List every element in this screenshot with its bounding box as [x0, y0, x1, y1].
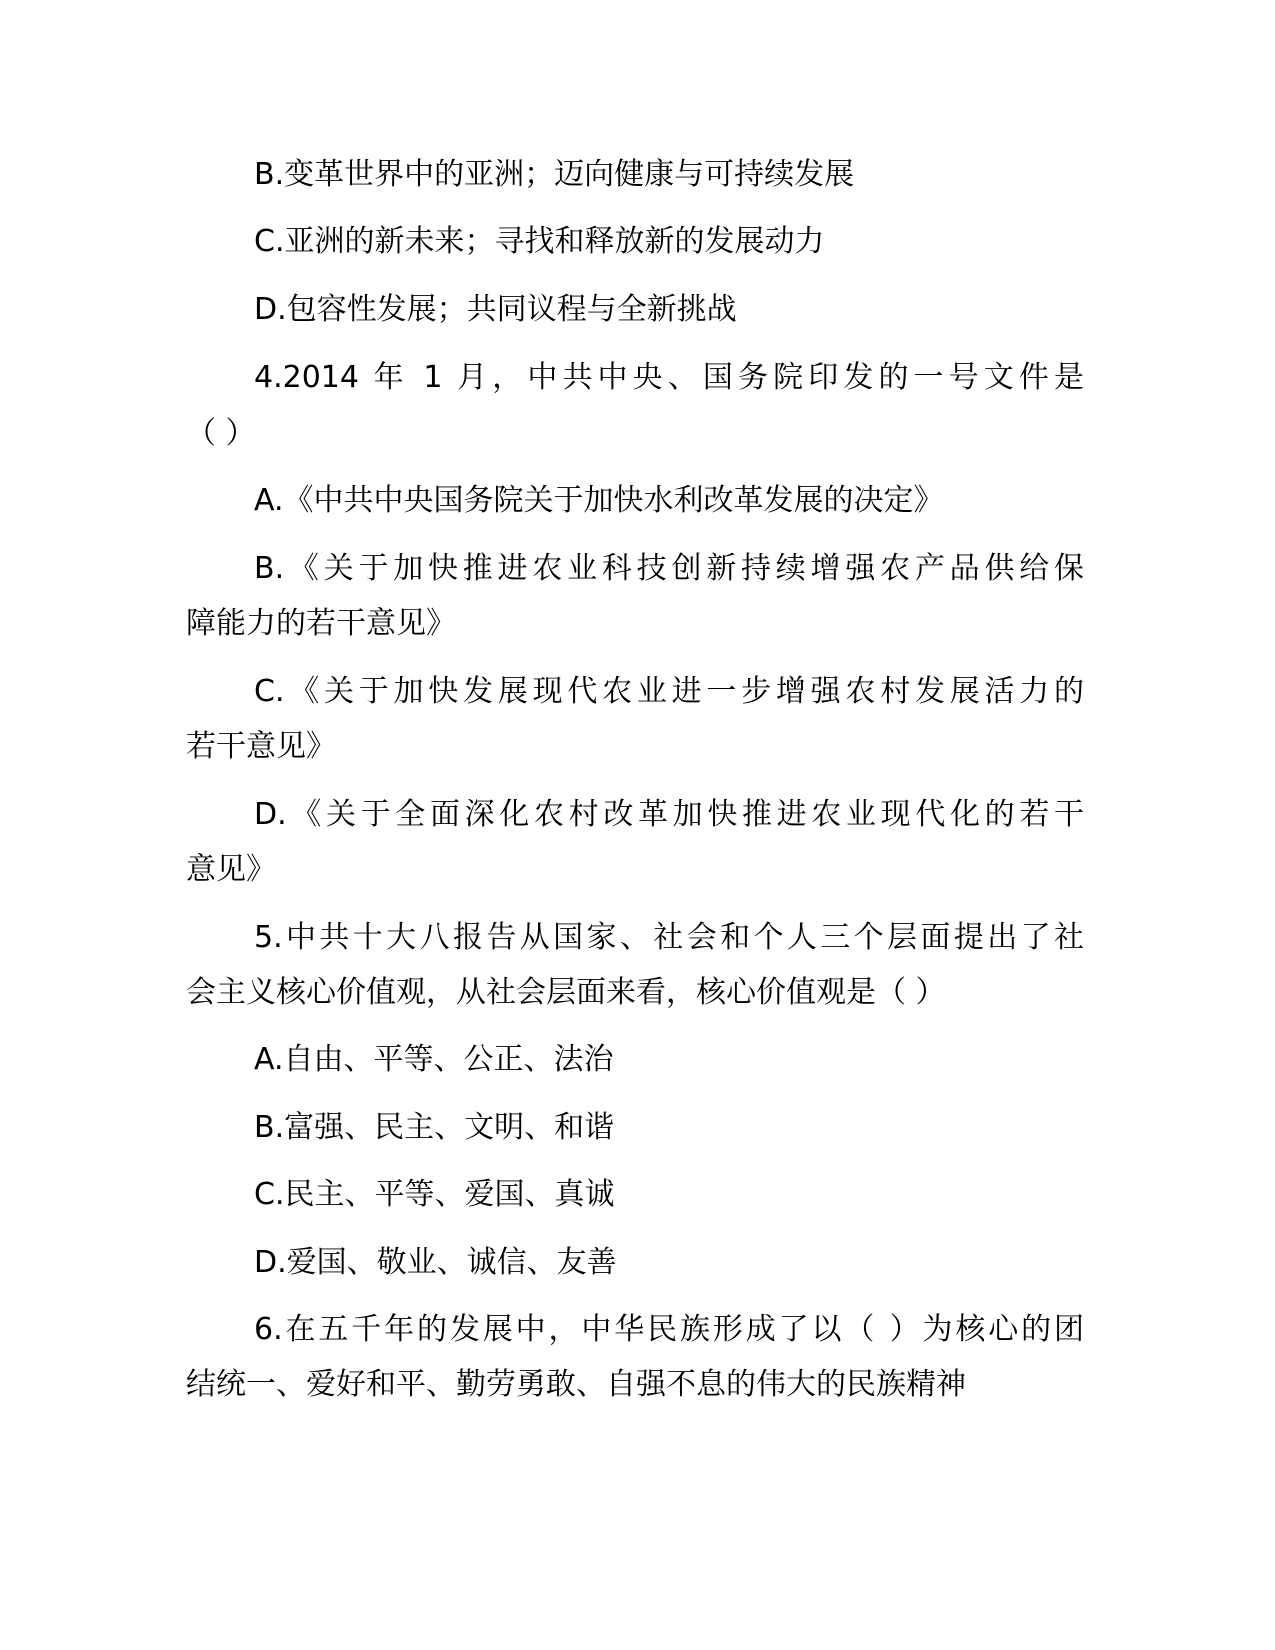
- question-4-line-2: （ ）: [186, 416, 256, 451]
- option-4d-line-2: 意见》: [186, 852, 276, 887]
- question-6-line-1: 6.在五千年的发展中，中华民族形成了以（ ）为核心的团: [254, 1312, 1084, 1347]
- option-4d-line-1: D.《关于全面深化农村改革加快推进农业现代化的若干: [254, 797, 1084, 832]
- option-5d: D.爱国、敬业、诚信、友善: [254, 1245, 617, 1280]
- option-4c-line-1: C.《关于加快发展现代农业进一步增强农村发展活力的: [254, 674, 1084, 709]
- option-3d: D.包容性发展；共同议程与全新挑战: [254, 292, 737, 327]
- question-4-line-1: 4.2014 年 1 月，中共中央、国务院印发的一号文件是: [254, 360, 1084, 395]
- option-5a: A.自由、平等、公正、法治: [254, 1042, 614, 1077]
- option-4c-line-2: 若干意见》: [186, 729, 336, 764]
- option-4b-line-1: B.《关于加快推进农业科技创新持续增强农产品供给保: [254, 551, 1084, 586]
- option-3c: C.亚洲的新未来；寻找和释放新的发展动力: [254, 224, 825, 259]
- question-5-line-2: 会主义核心价值观，从社会层面来看，核心价值观是（ ）: [186, 975, 946, 1010]
- option-3b: B.变革世界中的亚洲；迈向健康与可持续发展: [254, 157, 855, 192]
- option-5c: C.民主、平等、爱国、真诚: [254, 1177, 615, 1212]
- question-5-line-1: 5.中共十大八报告从国家、社会和个人三个层面提出了社: [254, 920, 1084, 955]
- option-5b: B.富强、民主、文明、和谐: [254, 1110, 615, 1145]
- option-4b-line-2: 障能力的若干意见》: [186, 606, 456, 641]
- option-4a: A.《中共中央国务院关于加快水利改革发展的决定》: [254, 483, 944, 518]
- question-6-line-2: 结统一、爱好和平、勤劳勇敢、自强不息的伟大的民族精神: [186, 1367, 966, 1402]
